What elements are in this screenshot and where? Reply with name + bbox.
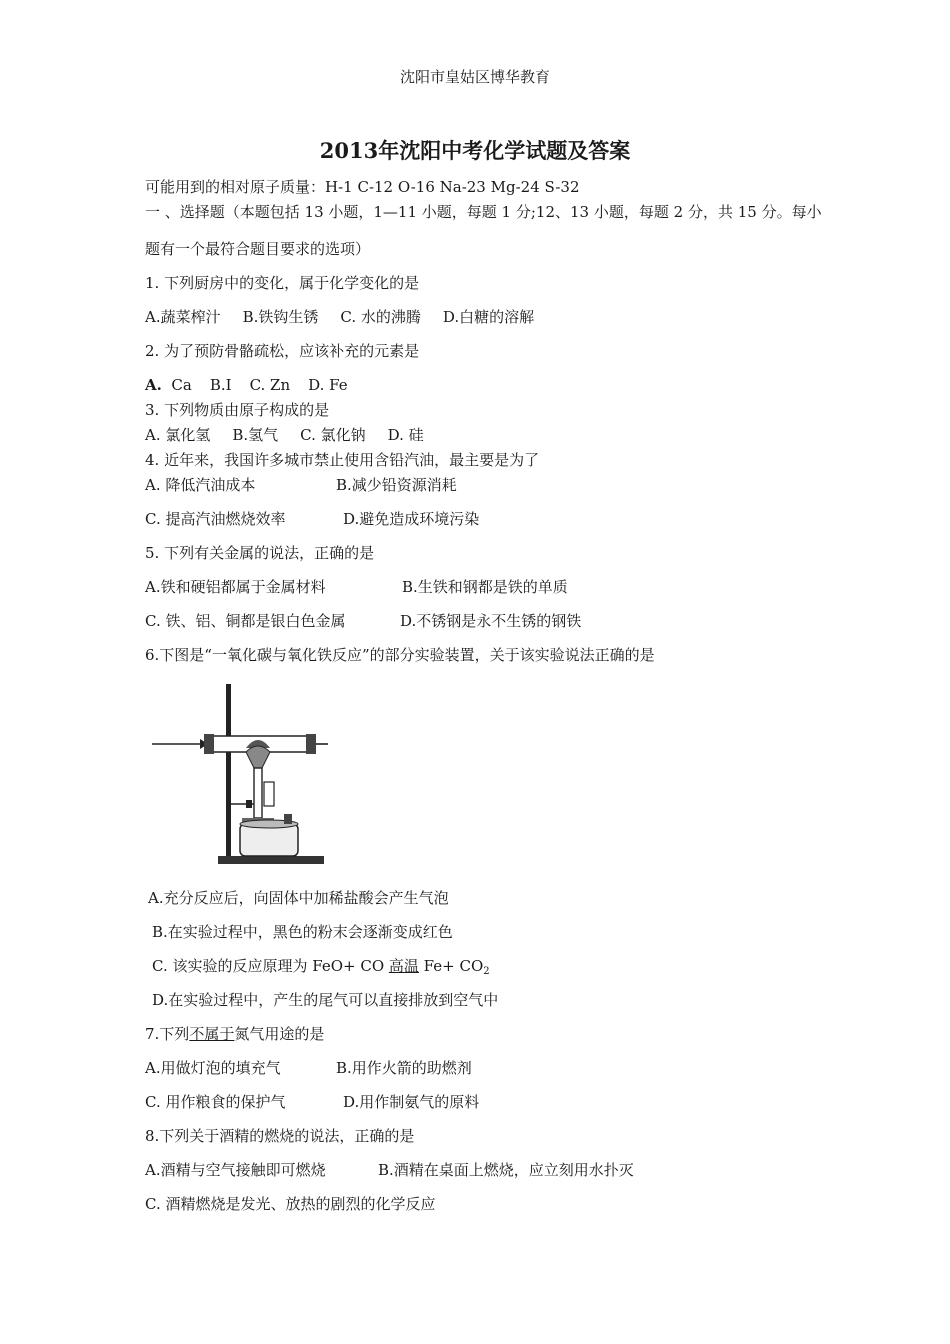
q2-option-a-letter: A. [145,376,162,394]
q2-option-c: C. Zn [249,376,291,394]
q1-stem: 1. 下列厨房中的变化，属于化学变化的是 [145,274,420,292]
q4-options-cd [145,509,479,529]
burner-body [240,824,298,856]
q1-option-a: A.蔬菜榨汁 [145,308,221,326]
q4-stem: 4. 近年来，我国许多城市禁止使用含铅汽油，最主要是为了 [145,451,540,469]
q4-options-ab [145,475,457,495]
q8-option-c: C. 酒精燃烧是发光、放热的剧烈的化学反应 [145,1195,436,1213]
q1-option-d: D.白糖的溶解 [442,308,535,326]
left-stopper [204,734,214,754]
q3-option-c: C. 氯化钠 [300,426,366,444]
exam-title: 2013年沈阳中考化学试题及答案 [319,138,631,163]
q1-option-c: C. 水的沸腾 [340,308,421,326]
q7-options-cd [145,1092,479,1112]
q8-stem: 8.下列关于酒精的燃烧的说法，正确的是 [145,1127,415,1145]
lamp-flame [246,746,270,768]
q7-option-b: B.用作火箭的助燃剂 [336,1059,472,1077]
q7-stem-post: 氮气用途的是 [234,1025,325,1043]
q1-option-b: B.铁钩生锈 [242,308,319,326]
q4-option-a: A. 降低汽油成本 [145,476,256,494]
q6-option-c-condition: 高温 [388,957,419,975]
q6-stem: 6.下图是“一氧化碳与氧化铁反应”的部分实验装置，关于该实验说法正确的是 [145,646,655,664]
q7-stem-underlined: 不属于 [189,1025,235,1043]
page-header: 沈阳市皇姑区博华教育 [399,68,550,86]
q5-option-b: B.生铁和钢都是铁的单质 [402,578,568,596]
q3-stem: 3. 下列物质由原子构成的是 [145,401,330,419]
q6-option-b: B.在实验过程中，黑色的粉末会逐渐变成红色 [152,923,453,941]
q7-option-a: A.用做灯泡的填充气 [145,1059,281,1077]
q6-option-c-subscript: 2 [483,966,490,977]
q8-option-a: A.酒精与空气接触即可燃烧 [145,1161,326,1179]
q3-option-b: B.氢气 [232,426,279,444]
section1-instructions-line2: 题有一个最符合题目要求的选项） [145,240,371,258]
q7-option-c: C. 用作粮食的保护气 [145,1093,286,1111]
q4-option-b: B.减少铅资源消耗 [336,476,457,494]
q3-option-d: D. 硅 [387,426,424,444]
q6-option-c-pre: C. 该实验的反应原理为 FeO+ CO [152,957,389,975]
q5-option-d: D.不锈钢是永不生锈的钢铁 [400,612,582,630]
q8-options-ab [145,1160,634,1180]
q2-stem: 2. 为了预防骨骼疏松，应该补充的元素是 [145,342,420,360]
q1-options [145,307,534,327]
q2-options [145,375,348,395]
stand-rod [226,684,231,859]
q5-stem: 5. 下列有关金属的说法，正确的是 [145,544,375,562]
q7-option-d: D.用作制氨气的原料 [343,1093,480,1111]
q3-option-a: A. 氯化氢 [145,426,211,444]
q6-option-c [152,956,490,982]
gas-valve [264,782,274,806]
q2-option-a: Ca [171,376,192,394]
q5-options-ab [145,577,568,597]
q5-option-a: A.铁和硬铝都属于金属材料 [145,578,326,596]
q2-option-d: D. Fe [308,376,348,394]
q8-option-b: B.酒精在桌面上燃烧，应立刻用水扑灭 [378,1161,634,1179]
q7-options-ab [145,1058,472,1078]
co-reduction-apparatus-figure [148,684,330,868]
section1-instructions-line1: 一 、选择题（本题包括 13 小题，1—11 小题，每题 1 分;12、13 小题，每题 2 分，共 15 分。每小 [145,203,822,221]
q5-option-c: C. 铁、铝、铜都是银白色金属 [145,612,346,630]
q7-stem [145,1024,324,1044]
q5-options-cd [145,611,581,631]
q4-option-d: D.避免造成环境污染 [343,510,480,528]
burner-knob [284,814,292,824]
q7-stem-pre: 7.下列 [145,1025,190,1043]
atomic-masses-line: 可能用到的相对原子质量：H-1 C-12 O-16 Na-23 Mg-24 S-32 [145,178,580,196]
q3-options [145,425,424,445]
lamp-chimney [254,768,262,818]
q4-option-c: C. 提高汽油燃烧效率 [145,510,286,528]
stand-base [218,856,324,864]
q6-option-d: D.在实验过程中，产生的尾气可以直接排放到空气中 [152,991,499,1009]
q6-option-c-post: Fe+ CO [418,957,484,975]
side-knob [246,800,252,808]
q2-option-b: B.I [209,376,232,394]
q6-option-a: A.充分反应后，向固体中加稀盐酸会产生气泡 [148,889,449,907]
right-stopper [306,734,316,754]
